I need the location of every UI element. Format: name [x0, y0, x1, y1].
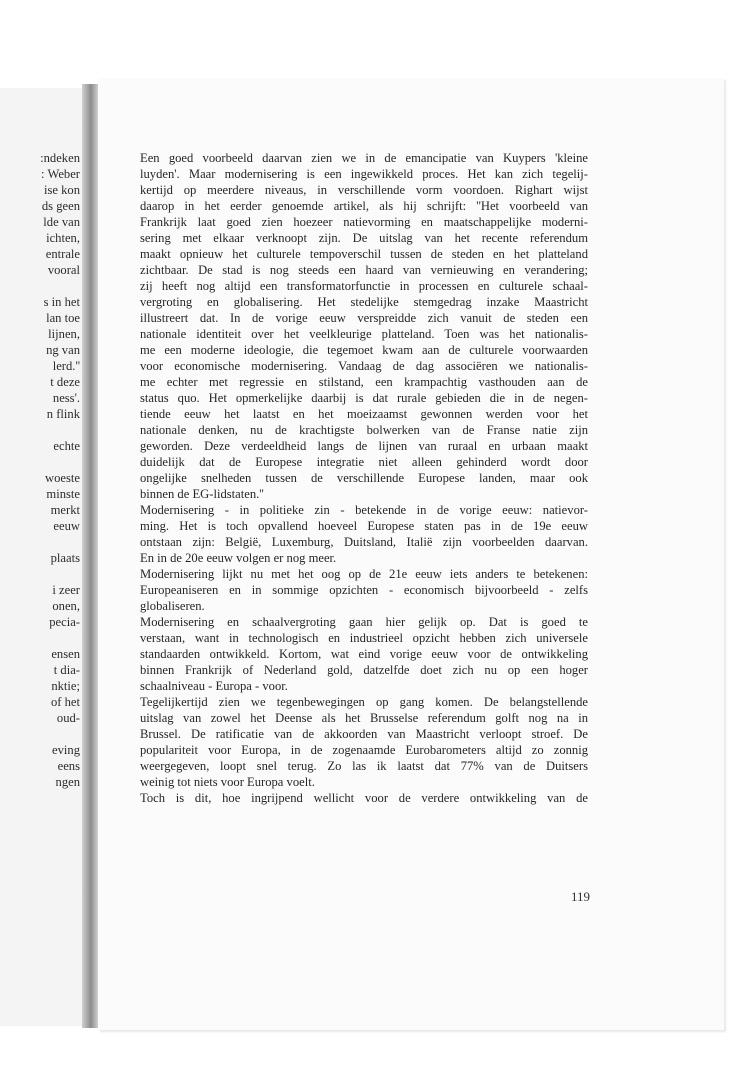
left-page-line: oud- — [56, 711, 80, 725]
left-page-line: plaats — [50, 551, 80, 565]
body-text-line: ming. Het is toch opvallend hoeveel Europese staten pas in de 19e eeuw — [140, 519, 588, 533]
left-page-line: eving — [52, 743, 80, 757]
body-text-line: illustreert dat. In de vorige eeuw verspreidde zich vanuit de steden een — [140, 311, 588, 325]
left-page-line: eens — [57, 759, 80, 773]
body-text-line: schaalniveau - Europa - voor. — [140, 679, 288, 693]
body-text-line: maakt opnieuw het culturele tempoverschil tussen de steden en het platteland — [140, 247, 588, 261]
body-text-line: geworden. Deze verdeeldheid langs de lijnen van ruraal en urbaan maakt — [140, 439, 588, 453]
left-page-line: lerd.'' — [52, 359, 80, 373]
left-page-line: ness'. — [52, 391, 80, 405]
book-gutter — [82, 84, 98, 1028]
left-page-line: vooral — [47, 263, 80, 277]
left-page-line: ngen — [55, 775, 80, 789]
body-text-line: weergegeven, loopt snel terug. Zo las ik laatst dat 77% van de Duitsers — [140, 759, 588, 773]
left-page-line: ichten, — [46, 231, 80, 245]
body-text-line: standaarden ontwikkeld. Kortom, wat eind vorige eeuw voor de ontwikkeling — [140, 647, 588, 661]
left-page-line: s in het — [43, 295, 80, 309]
body-text-line: Modernisering lijkt nu met het oog op de 21e eeuw iets anders te betekenen: — [140, 567, 588, 581]
body-text-line: Een goed voorbeeld daarvan zien we in de emancipatie van Kuypers 'kleine — [140, 151, 588, 165]
body-text-line: daarop in het eerder genoemde artikel, als hij schrijft: ''Het voorbeeld van — [140, 199, 588, 213]
body-text-line: binnen Frankrijk of Nederland gold, datzelfde doet zich nu op een hoger — [140, 663, 588, 677]
body-text-line: Tegelijkertijd zien we tegenbewegingen op gang komen. De belangstellende — [140, 695, 588, 709]
body-text-line: nationale identiteit over het veelkleurige platteland. Toen was het nationalis- — [140, 327, 588, 341]
body-text-line: zij heeft nog altijd een transformatorfunctie in processen en culturele schaal- — [140, 279, 588, 293]
left-page-line: entrale — [45, 247, 80, 261]
left-page-line: onen, — [52, 599, 80, 613]
body-text-line: voor economische modernisering. Vandaag de dag associëren we nationalis- — [140, 359, 588, 373]
left-page-line: i zeer — [52, 583, 80, 597]
body-text-line: weinig tot niets voor Europa voelt. — [140, 775, 315, 789]
body-text-line: me echter met regressie en stilstand, een krampachtig vasthouden aan de — [140, 375, 588, 389]
body-text-line: kertijd op meerdere niveaus, in verschillende vorm voordoen. Righart wijst — [140, 183, 588, 197]
left-page-line: t dia- — [53, 663, 80, 677]
body-text-line: luyden'. Maar modernisering is een ingewikkeld proces. Het kan zich tegelij- — [140, 167, 588, 181]
body-text-line: ontstaan zijn: België, Luxemburg, Duitsland, Italië zijn voorbeelden daarvan. — [140, 535, 588, 549]
body-text-line: globaliseren. — [140, 599, 205, 613]
left-page-line: echte — [53, 439, 80, 453]
left-page-line: t deze — [50, 375, 80, 389]
body-text-line: verstaan, want in technologisch en industrieel opzicht hebben zich universele — [140, 631, 588, 645]
body-text-line: ongelijke snelheden tussen de verschillende Europese landen, maar ook — [140, 471, 588, 485]
left-page-line: eeuw — [53, 519, 80, 533]
left-page-line: lijnen, — [48, 327, 80, 341]
left-page-line: pecia- — [49, 615, 80, 629]
left-page-line: nktie; — [51, 679, 80, 693]
body-text-line: Frankrijk laat goed zien hoezeer natievorming en maatschappelijke moderni- — [140, 215, 588, 229]
body-text-line: tiende eeuw het laatst en het moeizaamst gewonnen werden voor het — [140, 407, 588, 421]
left-page-line: ng van — [46, 343, 80, 357]
left-page-line: ise kon — [43, 183, 80, 197]
body-text-line: Modernisering - in politieke zin - betekende in de vorige eeuw: natievor- — [140, 503, 588, 517]
left-page-line: lde van — [43, 215, 80, 229]
body-text-line: vergroting en globalisering. Het stedelijke stemgedrag inzake Maastricht — [140, 295, 588, 309]
body-text-line: duidelijk dat de Europese integratie niet alleen gehinderd wordt door — [140, 455, 588, 469]
body-text-line: status quo. Het opmerkelijke daarbij is dat rurale gebieden die in de negen- — [140, 391, 588, 405]
left-page-line: minste — [46, 487, 80, 501]
left-page-line: : Weber — [41, 167, 80, 181]
body-text-line: uitslag van zowel het Deense als het Brusselse referendum golft nog na in — [140, 711, 588, 725]
left-page-line: :ndeken — [40, 151, 80, 165]
body-text-line: En in de 20e eeuw volgen er nog meer. — [140, 551, 337, 565]
body-text-line: nationale denken, nu de krachtigste bolwerken van de Franse natie zijn — [140, 423, 588, 437]
body-text-line: sering met elkaar verknoopt zijn. De uitslag van het recente referendum — [140, 231, 588, 245]
left-page-line: ds geen — [41, 199, 80, 213]
left-page-line: n flink — [46, 407, 80, 421]
body-text-line: zichtbaar. De stad is nog steeds een haard van vernieuwing en verandering; — [140, 263, 588, 277]
body-text-line: populariteit voor Europa, in de zogenaamde Eurobarometers altijd zo zonnig — [140, 743, 588, 757]
body-text-line: Modernisering en schaalvergroting gaan hier gelijk op. Dat is goed te — [140, 615, 588, 629]
body-text-line: me een moderne ideologie, die tegemoet kwam aan de culturele voorwaarden — [140, 343, 588, 357]
left-page-line: merkt — [50, 503, 80, 517]
left-page-line: ensen — [51, 647, 80, 661]
left-page-line: lan toe — [46, 311, 80, 325]
page-number: 119 — [570, 889, 590, 904]
left-page-line: of het — [50, 695, 80, 709]
body-text-line: Toch is dit, hoe ingrijpend wellicht voor de verdere ontwikkeling van de — [140, 791, 588, 805]
body-text-line: Brussel. De ratificatie van de akkoorden van Maastricht verloopt stroef. De — [140, 727, 588, 741]
left-page-line: woeste — [45, 471, 80, 485]
body-text-line: Europeaniseren en in sommige opzichten - economisch bijvoorbeeld - zelfs — [140, 583, 588, 597]
body-text-line: binnen de EG-lidstaten.'' — [140, 487, 264, 501]
